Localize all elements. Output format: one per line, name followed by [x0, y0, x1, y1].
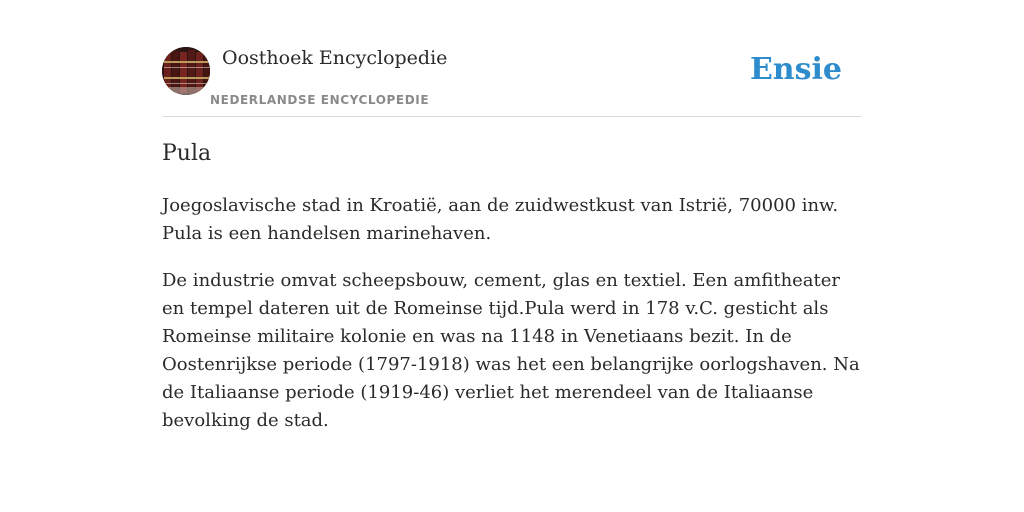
article-paragraph: Joegoslavische stad in Kroatië, aan de zuidwestkust van Istrië, 70000 inw. Pula is een handelsen marinehaven. [162, 195, 839, 244]
site-name[interactable]: Oosthoek Encyclopedie [222, 47, 448, 69]
books-icon [162, 47, 210, 95]
site-tagline: NEDERLANDSE ENCYCLOPEDIE [210, 93, 430, 107]
article-paragraph: De industrie omvat scheepsbouw, cement, glas en textiel. Een amfitheater en tempel dateren uit de Romeinse tijd.Pula werd in 178 v.C. gesticht als Romeinse militaire kolonie en was na 1148 in Venetiaans bezit. In de Oostenrijkse periode (1797-1918) was het een belangrijke oorlogshaven. Na de Italiaanse periode (1919-46) verliet het merendeel van de Italiaanse bevolking de stad. [162, 270, 860, 431]
encyclopedia-books-avatar[interactable] [162, 47, 210, 95]
brand-logo[interactable]: Ensie [749, 52, 842, 87]
article-body [162, 192, 862, 454]
header [162, 46, 862, 117]
page-title: Pula [162, 141, 212, 166]
